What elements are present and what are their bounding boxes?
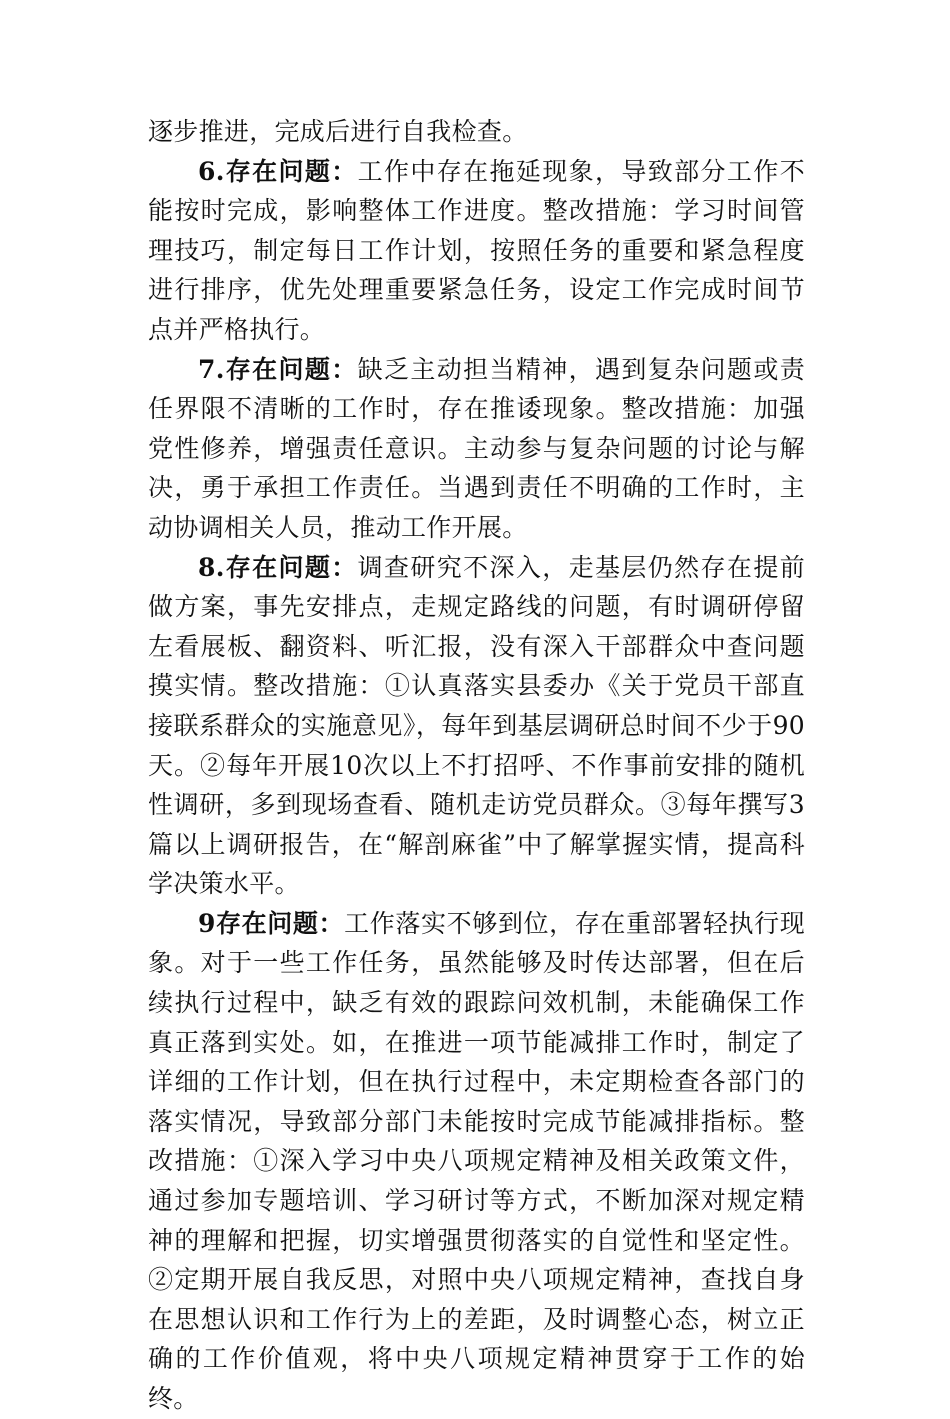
item-label: 存在问题： [224, 156, 358, 186]
item-number: 6. [198, 156, 225, 186]
paragraph-item-8 [148, 548, 805, 904]
item-number: 7. [198, 354, 225, 384]
item-label: 存在问题： [215, 908, 345, 938]
item-label: 存在问题： [224, 354, 358, 384]
paragraph-item-9 [148, 904, 805, 1419]
paragraph-text: 缺乏主动担当精神，遇到复杂问题或责任界限不清晰的工作时，存在推诿现象。整改措施：加强党性修养，增强责任意识。主动参与复杂问题的讨论与解决，勇于承担工作责任。当遇到责任不明确的工作时，主动协调相关人员，推动工作开展。 [148, 354, 805, 542]
item-number: 9 [198, 908, 216, 938]
document-page [148, 112, 805, 1419]
item-label: 存在问题： [224, 552, 358, 582]
paragraph-continuation [148, 112, 805, 152]
paragraph-text: 工作中存在拖延现象，导致部分工作不能按时完成，影响整体工作进度。整改措施：学习时间管理技巧，制定每日工作计划，按照任务的重要和紧急程度进行排序，优先处理重要紧急任务，设定工作完成时间节点并严格执行。 [148, 156, 805, 344]
item-number: 8. [198, 552, 225, 582]
paragraph-item-6 [148, 152, 805, 350]
paragraph-text: 逐步推进，完成后进行自我检查。 [148, 117, 528, 146]
paragraph-item-7 [148, 350, 805, 548]
paragraph-text: 调查研究不深入，走基层仍然存在提前做方案，事先安排点，走规定路线的问题，有时调研停留左看展板、翻资料、听汇报，没有深入干部群众中查问题摸实情。整改措施：①认真落实县委办《关于党员干部直接联系群众的实施意见》，每年到基层调研总时间不少于90天。②每年开展10次以上不打招呼、不作事前安排的随机性调研，多到现场查看、随机走访党员群众。③每年撰写3篇以上调研报告，在“解剖麻雀”中了解掌握实情，提高科学决策水平。 [148, 552, 805, 899]
paragraph-text: 工作落实不够到位，存在重部署轻执行现象。对于一些工作任务，虽然能够及时传达部署，但在后续执行过程中，缺乏有效的跟踪问效机制，未能确保工作真正落到实处。如，在推进一项节能减排工作时，制定了详细的工作计划，但在执行过程中，未定期检查各部门的落实情况，导致部分部门未能按时完成节能减排指标。整改措施：①深入学习中央八项规定精神及相关政策文件，通过参加专题培训、学习研讨等方式，不断加深对规定精神的理解和把握，切实增强贯彻落实的自觉性和坚定性。②定期开展自我反思，对照中央八项规定精神，查找自身在思想认识和工作行为上的差距，及时调整心态，树立正确的工作价值观，将中央八项规定精神贯穿于工作的始终。 [148, 908, 805, 1413]
